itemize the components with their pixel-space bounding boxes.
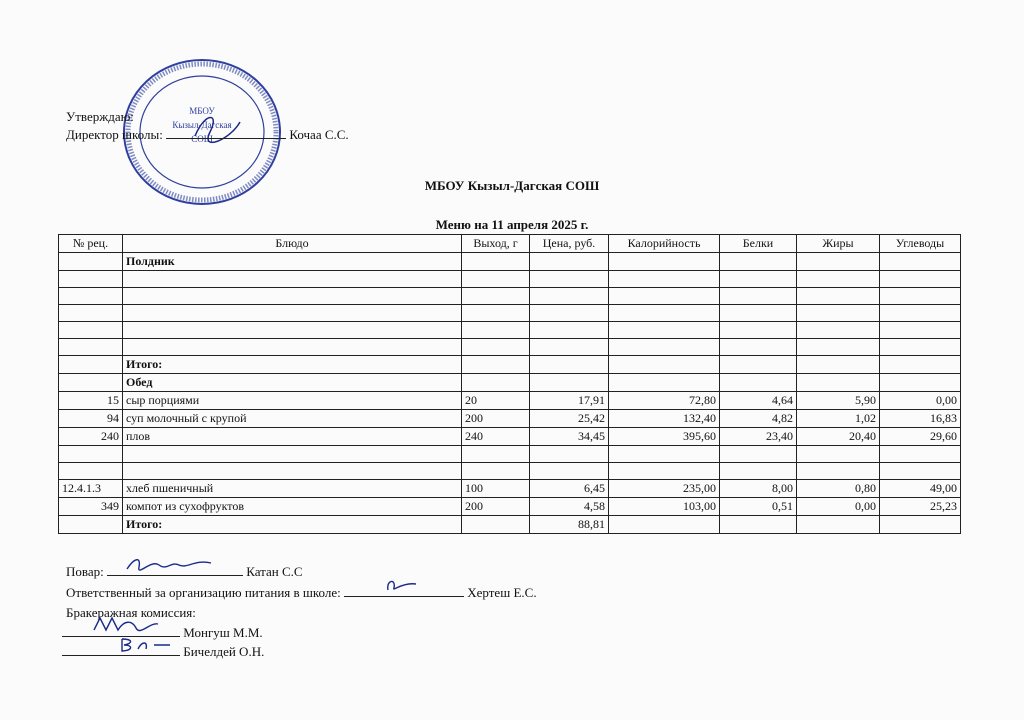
cell-price: 25,42	[530, 410, 609, 428]
svg-text:МБОУ: МБОУ	[189, 106, 215, 116]
snack-total-label: Итого:	[123, 356, 462, 374]
cell-price: 34,45	[530, 428, 609, 446]
svg-text:Кызыл-Дагская: Кызыл-Дагская	[172, 120, 232, 130]
col-price: Цена, руб.	[530, 235, 609, 253]
responsible-signature-line	[344, 584, 464, 597]
cell-weight: 100	[462, 480, 530, 498]
col-weight: Выход, г	[462, 235, 530, 253]
empty-row	[59, 463, 961, 480]
cell-rec: 12.4.1.3	[59, 480, 123, 498]
responsible-signature	[382, 576, 422, 596]
empty-row	[59, 271, 961, 288]
table-header-row	[59, 235, 961, 253]
cell-dish: суп молочный с крупой	[123, 410, 462, 428]
cell-dish: сыр порциями	[123, 392, 462, 410]
col-dish: Блюдо	[123, 235, 462, 253]
cell-carb: 29,60	[880, 428, 961, 446]
cell-fat: 5,90	[797, 392, 880, 410]
cell-dish: хлеб пшеничный	[123, 480, 462, 498]
empty-row	[59, 339, 961, 356]
svg-text:СОШ: СОШ	[191, 134, 213, 144]
cell-carb: 16,83	[880, 410, 961, 428]
director-label: Директор школы:	[66, 127, 163, 142]
cell-price: 4,58	[530, 498, 609, 516]
cell-kcal: 103,00	[609, 498, 720, 516]
cell-kcal: 132,40	[609, 410, 720, 428]
member2-signature-line	[62, 643, 180, 656]
cell-kcal: 235,00	[609, 480, 720, 498]
table-row	[59, 480, 961, 498]
cell-carb: 49,00	[880, 480, 961, 498]
member1-signature	[92, 616, 162, 636]
cell-fat: 0,00	[797, 498, 880, 516]
cell-rec: 349	[59, 498, 123, 516]
cook-name: Катан С.С	[246, 564, 303, 579]
cook-label: Повар:	[66, 564, 104, 579]
approval-block	[66, 108, 349, 144]
col-rec: № рец.	[59, 235, 123, 253]
cell-kcal: 395,60	[609, 428, 720, 446]
table-row	[59, 428, 961, 446]
school-title: МБОУ Кызыл-Дагская СОШ	[424, 178, 600, 193]
col-fat: Жиры	[797, 235, 880, 253]
approved-label: Утверждаю:	[66, 109, 134, 124]
col-kcal: Калорийность	[609, 235, 720, 253]
cell-fat: 0,80	[797, 480, 880, 498]
cell-weight: 200	[462, 410, 530, 428]
empty-row	[59, 305, 961, 322]
cell-dish: плов	[123, 428, 462, 446]
cell-carb: 0,00	[880, 392, 961, 410]
cell-carb: 25,23	[880, 498, 961, 516]
cell-protein: 0,51	[720, 498, 797, 516]
cell-protein: 4,82	[720, 410, 797, 428]
cell-fat: 1,02	[797, 410, 880, 428]
responsible-label: Ответственный за организацию питания в школе:	[66, 585, 341, 600]
empty-row	[59, 288, 961, 305]
member2-name: Бичелдей О.Н.	[183, 644, 265, 659]
cell-price: 6,45	[530, 480, 609, 498]
cell-protein: 23,40	[720, 428, 797, 446]
table-row	[59, 498, 961, 516]
member1-name: Монгуш М.М.	[183, 625, 263, 640]
member2-line	[62, 643, 264, 661]
lunch-total-price: 88,81	[530, 516, 609, 534]
col-protein: Белки	[720, 235, 797, 253]
cell-fat: 20,40	[797, 428, 880, 446]
col-carb: Углеводы	[880, 235, 961, 253]
signature-line	[166, 126, 286, 139]
cook-signature-line	[107, 563, 243, 576]
cell-protein: 8,00	[720, 480, 797, 498]
empty-row	[59, 446, 961, 463]
cell-dish: компот из сухофруктов	[123, 498, 462, 516]
commission-label: Бракеражная комиссия:	[66, 605, 196, 620]
responsible-line	[66, 584, 537, 602]
table-row	[59, 410, 961, 428]
cell-protein: 4,64	[720, 392, 797, 410]
empty-row	[59, 322, 961, 339]
snack-total-row	[59, 356, 961, 374]
member2-signature	[118, 635, 178, 655]
responsible-name: Хертеш Е.С.	[467, 585, 537, 600]
cell-kcal: 72,80	[609, 392, 720, 410]
lunch-total-row	[59, 516, 961, 534]
section-row-snack	[59, 253, 961, 271]
menu-date: Меню на 11 апреля 2025 г.	[435, 217, 589, 232]
cell-weight: 20	[462, 392, 530, 410]
cell-rec: 94	[59, 410, 123, 428]
cell-weight: 240	[462, 428, 530, 446]
cell-weight: 200	[462, 498, 530, 516]
section-lunch-label: Обед	[123, 374, 462, 392]
section-snack-label: Полдник	[123, 253, 462, 271]
menu-table	[58, 234, 961, 534]
director-name: Кочаа С.С.	[289, 127, 349, 142]
cook-line	[66, 563, 303, 581]
cell-rec: 15	[59, 392, 123, 410]
cell-price: 17,91	[530, 392, 609, 410]
cell-rec: 240	[59, 428, 123, 446]
table-row	[59, 392, 961, 410]
section-row-lunch	[59, 374, 961, 392]
cook-signature	[125, 555, 215, 575]
lunch-total-label: Итого:	[123, 516, 462, 534]
